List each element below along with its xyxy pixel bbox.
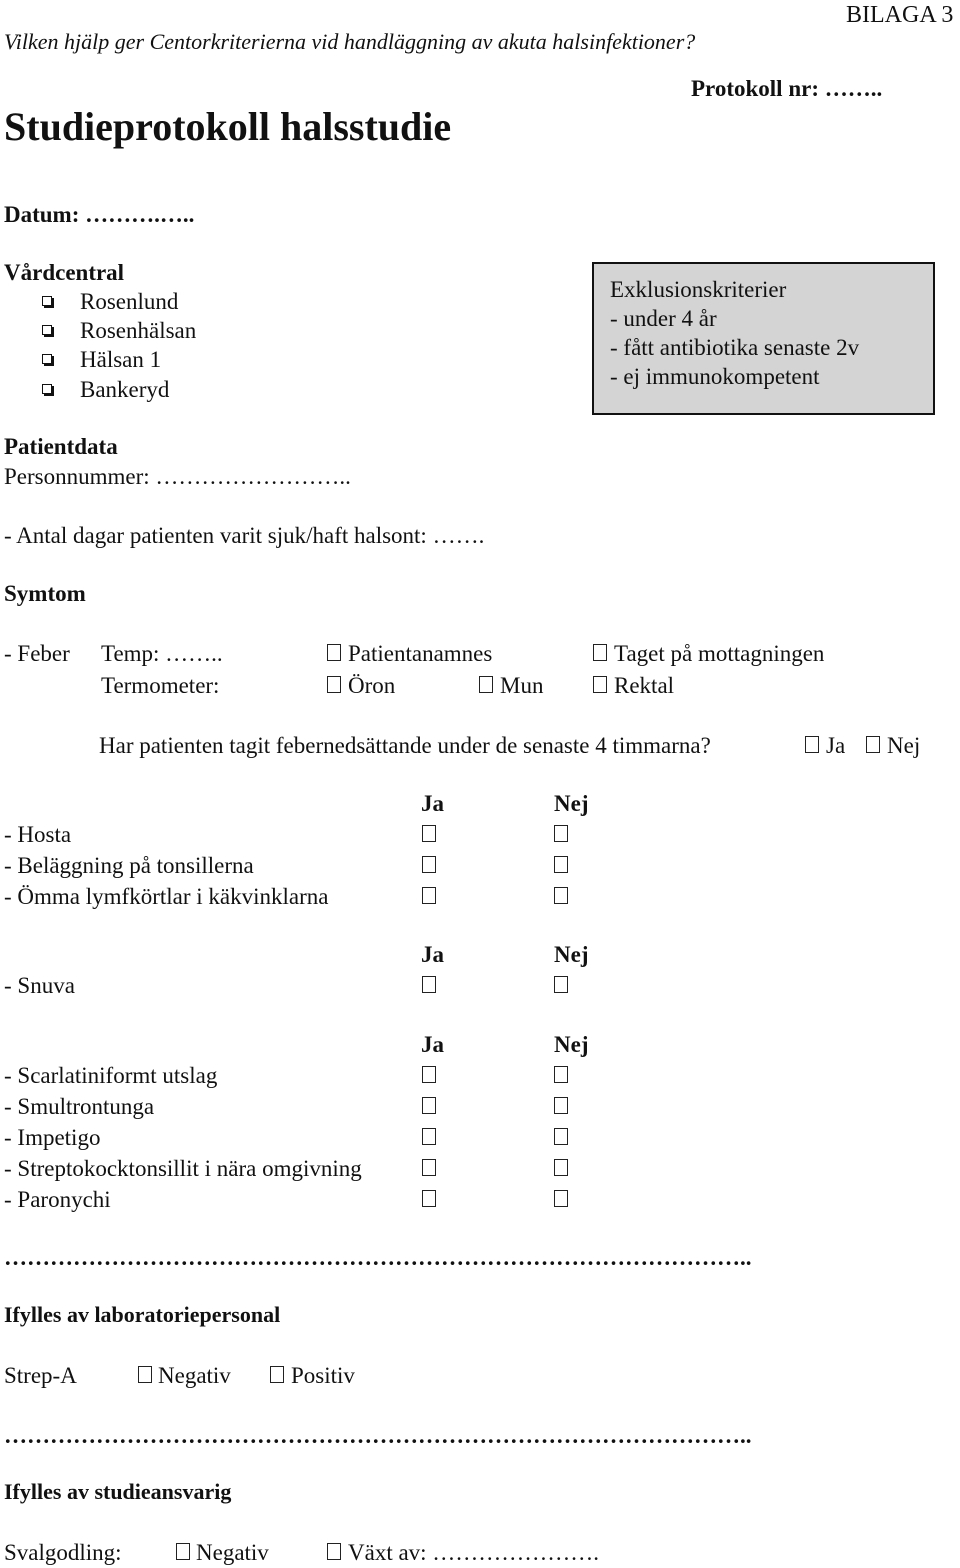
checkbox-mun[interactable] bbox=[479, 676, 493, 693]
checkbox-paronychi-nej[interactable] bbox=[554, 1190, 568, 1207]
termometer-option: Mun bbox=[500, 673, 544, 698]
checkbox-hosta-nej[interactable] bbox=[554, 825, 568, 842]
svalgodling-growth-field: Växt av: …………………. bbox=[348, 1540, 600, 1565]
symtom-heading: Symtom bbox=[4, 581, 86, 606]
separator-line: …………………………………………………………………………………….. bbox=[4, 1246, 752, 1269]
symptom-label: - Scarlatiniformt utslag bbox=[4, 1063, 218, 1088]
separator-line: …………………………………………………………………………………….. bbox=[4, 1424, 752, 1447]
svalgodling-option: Negativ bbox=[196, 1540, 269, 1565]
column-header-ja: Ja bbox=[421, 791, 444, 816]
exclusion-item: - under 4 år bbox=[610, 306, 717, 331]
checkbox-smultrontunga-nej[interactable] bbox=[554, 1097, 568, 1114]
strep-a-option: Positiv bbox=[291, 1363, 355, 1388]
exclusion-item: - fått antibiotika senaste 2v bbox=[610, 335, 860, 360]
strep-a-label: Strep-A bbox=[4, 1363, 77, 1388]
symptom-label: - Streptokocktonsillit i nära omgivning bbox=[4, 1156, 362, 1181]
symptom-label: - Paronychi bbox=[4, 1187, 111, 1212]
temp-source-option: Taget på mottagningen bbox=[614, 641, 825, 666]
symptom-label: - Hosta bbox=[4, 822, 72, 847]
symptom-label: - Smultrontunga bbox=[4, 1094, 155, 1119]
exclusion-criteria-box bbox=[592, 262, 935, 415]
column-header-nej: Nej bbox=[554, 942, 589, 967]
temp-source-option: Patientanamnes bbox=[348, 641, 493, 666]
vardcentral-heading: Vårdcentral bbox=[4, 260, 125, 285]
checkbox-snuva-ja[interactable] bbox=[422, 976, 436, 993]
date-field: Datum: ……….….. bbox=[4, 202, 195, 227]
protocol-number: Protokoll nr: …….. bbox=[691, 76, 883, 101]
checkbox-scarlatiniformt-ja[interactable] bbox=[422, 1066, 436, 1083]
lab-heading: Ifylles av laboratoriepersonal bbox=[4, 1302, 281, 1327]
study-question: Vilken hjälp ger Centorkriterierna vid handläggning av akuta halsinfektioner? bbox=[4, 29, 696, 54]
vardcentral-option: Hälsan 1 bbox=[80, 347, 162, 372]
checkbox-antipyretic-ja[interactable] bbox=[805, 736, 819, 753]
checkbox-scarlatiniformt-nej[interactable] bbox=[554, 1066, 568, 1083]
checkbox-svalgodling-vaxt[interactable] bbox=[327, 1543, 341, 1560]
checkbox-belaggning-ja[interactable] bbox=[422, 856, 436, 873]
column-header-nej: Nej bbox=[554, 1032, 589, 1057]
checkbox-strep-a-positiv[interactable] bbox=[270, 1366, 284, 1383]
antipyretic-option: Nej bbox=[887, 733, 921, 758]
checkbox-rosenhalsan[interactable] bbox=[42, 325, 52, 335]
antipyretic-option: Ja bbox=[826, 733, 846, 758]
vardcentral-option: Rosenlund bbox=[80, 289, 179, 314]
column-header-ja: Ja bbox=[421, 1032, 444, 1057]
checkbox-paronychi-ja[interactable] bbox=[422, 1190, 436, 1207]
termometer-option: Rektal bbox=[614, 673, 675, 698]
checkbox-snuva-nej[interactable] bbox=[554, 976, 568, 993]
termometer-option: Öron bbox=[348, 673, 396, 698]
checkbox-lymfkortlar-nej[interactable] bbox=[554, 887, 568, 904]
checkbox-svalgodling-negativ[interactable] bbox=[176, 1543, 190, 1560]
checkbox-lymfkortlar-ja[interactable] bbox=[422, 887, 436, 904]
checkbox-belaggning-nej[interactable] bbox=[554, 856, 568, 873]
antipyretic-question: Har patienten tagit febernedsättande under de senaste 4 timmarna? bbox=[99, 733, 711, 758]
exclusion-item: - ej immunokompetent bbox=[610, 364, 820, 389]
page-title: Studieprotokoll halsstudie bbox=[4, 104, 452, 149]
checkbox-bankeryd[interactable] bbox=[42, 384, 52, 394]
symptom-label: - Snuva bbox=[4, 973, 75, 998]
column-header-ja: Ja bbox=[421, 942, 444, 967]
checkbox-hosta-ja[interactable] bbox=[422, 825, 436, 842]
checkbox-rosenlund[interactable] bbox=[42, 296, 52, 306]
vardcentral-option: Rosenhälsan bbox=[80, 318, 197, 343]
checkbox-antipyretic-nej[interactable] bbox=[866, 736, 880, 753]
checkbox-strep-a-negativ[interactable] bbox=[138, 1366, 152, 1383]
feber-label: - Feber bbox=[4, 641, 70, 666]
study-heading: Ifylles av studieansvarig bbox=[4, 1479, 232, 1504]
column-header-nej: Nej bbox=[554, 791, 589, 816]
checkbox-oron[interactable] bbox=[327, 676, 341, 693]
personnummer-field: Personnummer: …………………….. bbox=[4, 464, 351, 489]
bilaga-label: BILAGA 3 bbox=[846, 2, 954, 28]
strep-a-option: Negativ bbox=[158, 1363, 231, 1388]
termometer-label: Termometer: bbox=[101, 673, 220, 698]
days-sick-field: - Antal dagar patienten varit sjuk/haft halsont: ……. bbox=[4, 523, 485, 548]
temp-field: Temp: …….. bbox=[101, 641, 223, 666]
checkbox-smultrontunga-ja[interactable] bbox=[422, 1097, 436, 1114]
checkbox-halsan-1[interactable] bbox=[42, 354, 52, 364]
checkbox-patientanamnes[interactable] bbox=[327, 644, 341, 661]
vardcentral-option: Bankeryd bbox=[80, 377, 170, 402]
symptom-label: - Impetigo bbox=[4, 1125, 101, 1150]
checkbox-impetigo-ja[interactable] bbox=[422, 1128, 436, 1145]
patientdata-heading: Patientdata bbox=[4, 434, 118, 459]
checkbox-taget-pa-mottagningen[interactable] bbox=[593, 644, 607, 661]
exclusion-heading: Exklusionskriterier bbox=[610, 277, 787, 302]
checkbox-streptokock-ja[interactable] bbox=[422, 1159, 436, 1176]
symptom-label: - Ömma lymfkörtlar i käkvinklarna bbox=[4, 884, 329, 909]
svalgodling-label: Svalgodling: bbox=[4, 1540, 122, 1565]
symptom-label: - Beläggning på tonsillerna bbox=[4, 853, 254, 878]
checkbox-rektal[interactable] bbox=[593, 676, 607, 693]
checkbox-streptokock-nej[interactable] bbox=[554, 1159, 568, 1176]
checkbox-impetigo-nej[interactable] bbox=[554, 1128, 568, 1145]
